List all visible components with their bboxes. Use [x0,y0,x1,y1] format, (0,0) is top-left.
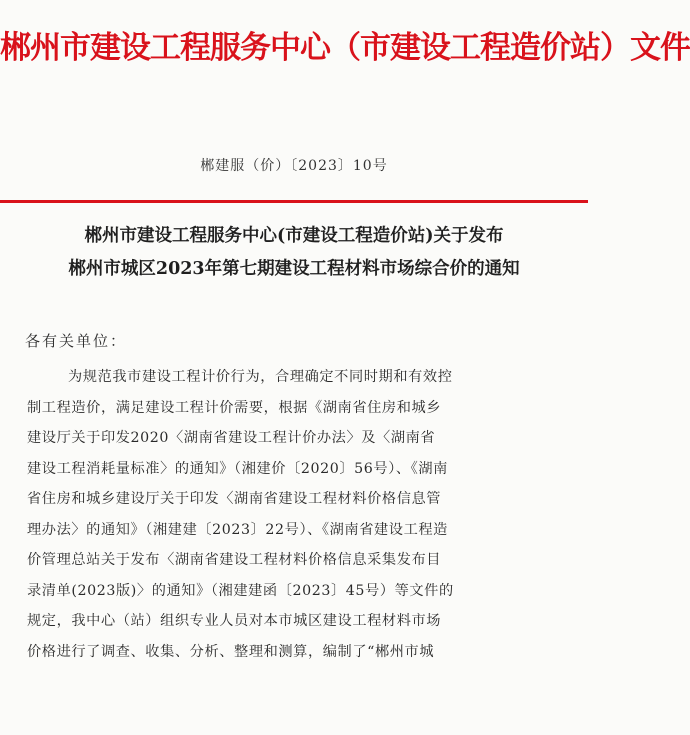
body-line: 价管理总站关于发布〈湖南省建设工程材料价格信息采集发布目 [27,552,442,568]
body-line: 建设厅关于印发2020〈湖南省建设工程计价办法〉及〈湖南省 [27,430,436,446]
body-line: 制工程造价，满足建设工程计价需要，根据《湖南省住房和城乡 [27,399,442,416]
body-line: 价格进行了调查、收集、分析、整理和测算，编制了“郴州市城 [27,643,435,660]
body-line: 理办法〉的通知》（湘建建〔2023〕22号）、《湖南省建设工程造 [27,521,448,538]
body-paragraph [27,362,575,667]
document-number: 郴建服（价）〔2023〕10号 [200,158,388,174]
body-line: 规定，我中心（站）组织专业人员对本市城区建设工程材料市场 [27,613,442,629]
masthead-title: 郴州市建设工程服务中心（市建设工程造价站）文件 [0,30,690,66]
salutation: 各有关单位： [25,332,128,350]
body-line: 为规范我市建设工程计价行为，合理确定不同时期和有效控 [68,369,453,385]
notice-title-line-1: 郴州市建设工程服务中心(市建设工程造价站)关于发布 [84,226,504,246]
body-line: 省住房和城乡建设厅关于印发〈湖南省建设工程材料价格信息管 [27,491,442,507]
red-divider-line [0,200,588,203]
body-line: 录清单(2023版)〉的通知》（湘建建函〔2023〕45号）等文件的 [27,582,454,599]
notice-title-line-2: 郴州市城区2023年第七期建设工程材料市场综合价的通知 [68,259,520,279]
body-line: 建设工程消耗量标准〉的通知》（湘建价〔2020〕56号）、《湖南 [27,460,448,477]
